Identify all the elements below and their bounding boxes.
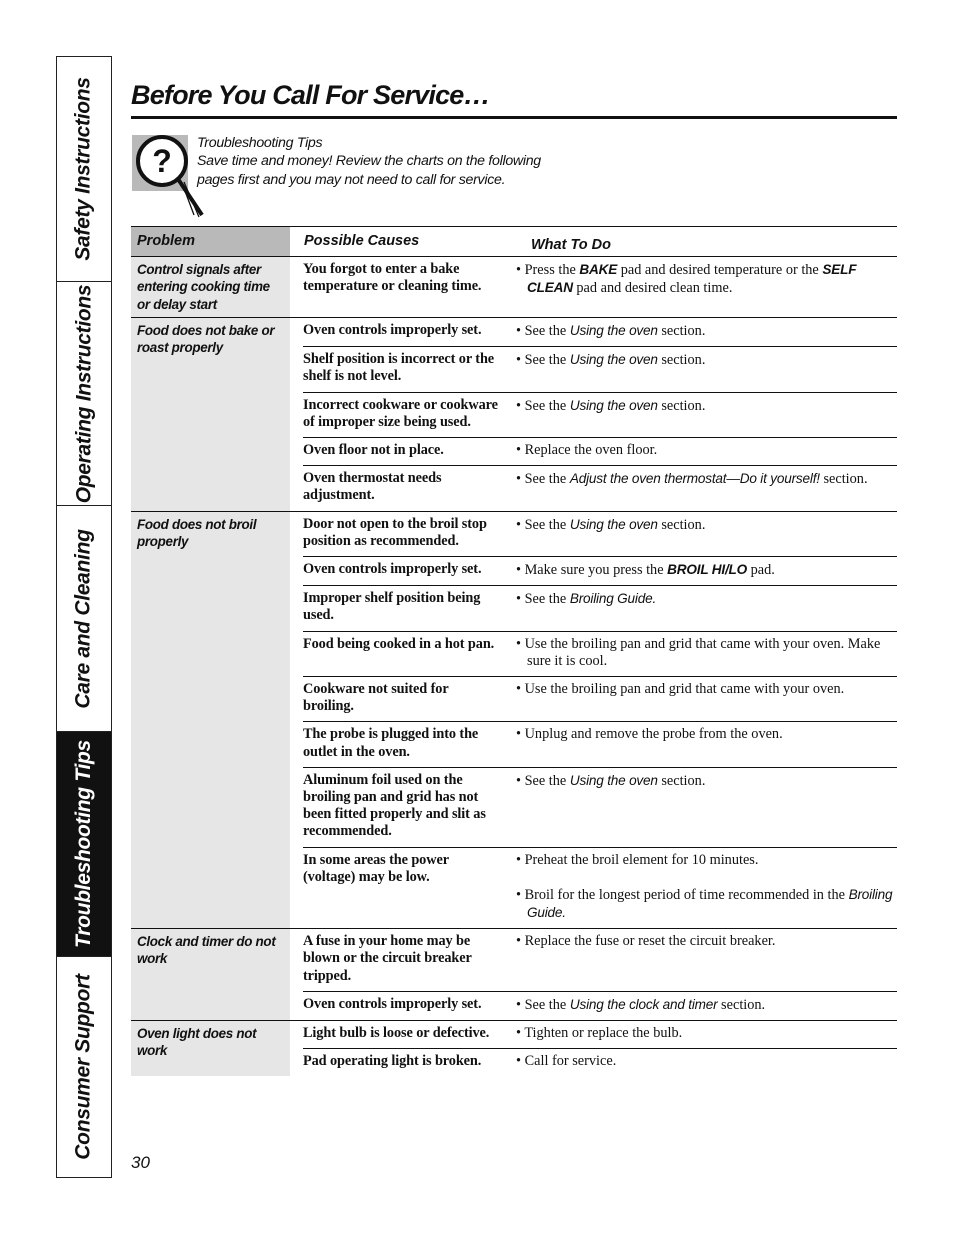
possible-cause: Pad operating light is broken. — [303, 1053, 482, 1070]
table-row — [303, 585, 897, 630]
possible-cause: Door not open to the broil stop position as recommended. — [303, 515, 487, 549]
remedy-text: Replace the fuse or reset the circuit breaker. — [524, 933, 776, 950]
what-to-do — [502, 257, 897, 303]
remedy-bullet: • See the Using the clock and timer section. — [516, 996, 766, 1013]
tab-label: Troubleshooting Tips — [72, 740, 96, 948]
remedy-text: section. — [657, 352, 706, 369]
possible-cause: Light bulb is loose or defective. — [303, 1024, 490, 1041]
table-header — [131, 226, 897, 256]
what-to-do — [502, 586, 897, 630]
tab-consumer-support[interactable] — [57, 957, 111, 1177]
cause-rows — [303, 512, 897, 929]
remedy-text: section. — [657, 772, 706, 789]
tab-operating-instructions[interactable] — [57, 282, 111, 506]
problem-group — [131, 317, 897, 511]
what-to-do — [502, 466, 897, 510]
remedy-text: section. — [657, 322, 706, 339]
possible-cause: A fuse in your home may be blown or the circuit breaker tripped. — [303, 933, 472, 984]
remedy-text: Press the — [524, 262, 580, 278]
problem-group — [131, 511, 897, 929]
pad-name: SELF CLEAN — [527, 262, 857, 296]
table-row — [303, 1048, 897, 1076]
intro-line: Save time and money! Review the charts on the following — [197, 153, 541, 170]
what-to-do — [502, 992, 897, 1020]
table-row — [303, 556, 897, 585]
tab-care-and-cleaning[interactable] — [57, 506, 111, 732]
header-what-to-do: What To Do — [531, 237, 611, 253]
remedy-bullet: • See the Using the oven section. — [516, 352, 706, 369]
what-to-do — [502, 512, 897, 556]
problem-cell: Food does not bake or roast properly — [131, 318, 290, 511]
possible-cause: Oven controls improperly set. — [303, 321, 482, 338]
possible-cause: Food being cooked in a hot pan. — [303, 635, 495, 652]
problem-cell: Clock and timer do not work — [131, 929, 290, 1020]
what-to-do — [502, 1021, 897, 1048]
remedy-text: See the — [524, 397, 570, 414]
remedy-text: Broil for the longest period of time recommended in the — [524, 886, 849, 903]
remedy-text: section. — [657, 397, 706, 414]
table-row — [303, 257, 897, 303]
what-to-do — [502, 438, 897, 465]
what-to-do — [502, 632, 897, 676]
possible-cause: You forgot to enter a bake temperature or cleaning time. — [303, 261, 482, 295]
remedy-text: Use the broiling pan and grid that came with your oven. — [524, 680, 845, 697]
section-reference: Using the clock and timer — [569, 996, 718, 1012]
table-row — [303, 676, 897, 721]
pad-name: BROIL HI/LO — [667, 561, 748, 577]
remedy-text: See the — [524, 352, 570, 369]
problem-cell: Control signals after entering cooking time or delay start — [131, 257, 290, 317]
remedy-bullet: • See the Broiling Guide. — [516, 591, 657, 608]
remedy-bullet: • See the Using the oven section. — [516, 516, 706, 533]
possible-cause: Incorrect cookware or cookware of improper size being used. — [303, 396, 498, 430]
what-to-do — [502, 722, 897, 766]
tab-safety-instructions[interactable] — [57, 57, 111, 282]
what-to-do — [502, 393, 897, 437]
section-reference: Using the oven — [569, 352, 658, 368]
remedy-text: Use the broiling pan and grid that came with your oven. Make sure it is cool. — [524, 635, 881, 669]
remedy-bullet: • See the Using the oven section. — [516, 397, 706, 414]
remedy-bullet: • Replace the fuse or reset the circuit breaker. — [516, 933, 776, 950]
section-reference: Using the oven — [569, 397, 658, 413]
table-row — [303, 929, 897, 991]
table-row — [303, 346, 897, 391]
table-row — [303, 767, 897, 847]
problem-group — [131, 256, 897, 317]
remedy-bullet: • Make sure you press the BROIL HI/LO pad. — [516, 561, 775, 578]
cause-rows — [303, 1021, 897, 1076]
problem-cell: Food does not broil properly — [131, 512, 290, 929]
svg-text:?: ? — [152, 143, 172, 179]
remedy-bullet: • Replace the oven floor. — [516, 441, 658, 458]
what-to-do — [502, 677, 897, 721]
tab-label: Operating Instructions — [72, 284, 95, 503]
what-to-do — [502, 1049, 897, 1076]
cause-rows — [303, 929, 897, 1020]
remedy-text: Call for service. — [524, 1053, 617, 1070]
remedy-text: Unplug and remove the probe from the oven. — [524, 726, 783, 743]
remedy-text: Preheat the broil element for 10 minutes. — [524, 851, 759, 868]
remedy-text: Tighten or replace the bulb. — [524, 1024, 683, 1041]
tab-label: Consumer Support — [72, 974, 95, 1160]
section-reference: Adjust the oven thermostat—Do it yourself! — [569, 471, 820, 487]
tab-label: Safety Instructions — [72, 77, 95, 261]
section-reference: Broiling Guide. — [527, 886, 893, 920]
table-row — [303, 847, 897, 929]
section-reference: Broiling Guide. — [569, 591, 657, 607]
table-row — [303, 437, 897, 465]
remedy-text: pad. — [747, 561, 775, 578]
possible-cause: Improper shelf position being used. — [303, 590, 481, 624]
table-row — [303, 1021, 897, 1048]
possible-cause: In some areas the power (voltage) may be low. — [303, 851, 449, 885]
what-to-do — [502, 768, 897, 847]
remedy-bullet: • Unplug and remove the probe from the oven. — [516, 726, 783, 743]
remedy-bullet: • Call for service. — [516, 1053, 617, 1070]
table-row — [303, 721, 897, 766]
cause-rows — [303, 257, 897, 317]
possible-cause: Cookware not suited for broiling. — [303, 680, 449, 715]
table-row — [303, 392, 897, 437]
remedy-text: See the — [524, 322, 570, 339]
remedy-text: See the — [524, 591, 570, 608]
problem-group — [131, 1020, 897, 1076]
cause-rows — [303, 318, 897, 511]
remedy-bullet: • Press the BAKE pad and desired temperature or the SELF CLEAN pad and desired clean time. — [516, 262, 857, 297]
possible-cause: Oven controls improperly set. — [303, 560, 482, 577]
remedy-bullet: • Use the broiling pan and grid that came with your oven. — [516, 680, 845, 697]
what-to-do — [502, 557, 897, 585]
remedy-text: See the — [524, 516, 570, 533]
remedy-text: Make sure you press the — [524, 561, 668, 578]
section-reference: Using the oven — [569, 322, 658, 338]
section-reference: Using the oven — [569, 516, 658, 532]
problem-group — [131, 928, 897, 1020]
possible-cause: The probe is plugged into the outlet in the oven. — [303, 726, 479, 760]
table-row — [303, 991, 897, 1020]
remedy-bullet: • Tighten or replace the bulb. — [516, 1024, 683, 1041]
title-divider — [131, 116, 897, 119]
table-row — [303, 631, 897, 676]
remedy-text: pad and desired clean time. — [572, 280, 733, 297]
page-title: Before You Call For Service… — [131, 80, 490, 110]
remedy-text: pad and desired temperature or the — [617, 262, 823, 278]
intro-line: pages first and you may not need to call for service. — [197, 171, 506, 188]
intro-text — [197, 134, 617, 189]
possible-cause: Oven floor not in place. — [303, 441, 444, 458]
tab-troubleshooting-tips[interactable] — [57, 732, 111, 957]
remedy-text: section. — [819, 471, 868, 488]
what-to-do — [502, 347, 897, 391]
remedy-bullet: • See the Using the oven section. — [516, 772, 706, 789]
section-reference: Using the oven — [569, 772, 658, 788]
what-to-do — [502, 929, 897, 991]
remedy-text: Replace the oven floor. — [524, 441, 658, 458]
tab-label: Care and Cleaning — [72, 528, 95, 709]
remedy-text: See the — [524, 772, 570, 789]
remedy-bullet: • Use the broiling pan and grid that came with your oven. Make sure it is cool. — [516, 635, 881, 669]
remedy-text: See the — [524, 996, 570, 1013]
table-row — [303, 318, 897, 346]
what-to-do — [502, 848, 897, 929]
remedy-bullet: • See the Using the oven section. — [516, 322, 706, 339]
table-row — [303, 512, 897, 556]
table-row — [303, 465, 897, 510]
remedy-bullet: • See the Adjust the oven thermostat—Do it yourself! section. — [516, 471, 868, 488]
side-navigation-tabs — [56, 56, 112, 1178]
remedy-bullet: • Broil for the longest period of time recommended in the Broiling Guide. — [516, 886, 893, 920]
what-to-do — [502, 318, 897, 346]
header-possible-causes: Possible Causes — [304, 233, 420, 249]
possible-cause: Shelf position is incorrect or the shelf is not level. — [303, 351, 495, 385]
pad-name: BAKE — [579, 262, 618, 277]
troubleshooting-table — [131, 226, 897, 1076]
remedy-text: See the — [524, 471, 570, 488]
possible-cause: Aluminum foil used on the broiling pan and grid has not been fitted properly and slit as recommended. — [303, 771, 486, 840]
header-problem: Problem — [131, 227, 290, 256]
remedy-bullet: • Preheat the broil element for 10 minutes. — [516, 851, 759, 868]
page-number: 30 — [131, 1153, 150, 1172]
intro-heading: Troubleshooting Tips — [197, 135, 323, 151]
problem-cell: Oven light does not work — [131, 1021, 290, 1076]
remedy-text: section. — [717, 996, 766, 1013]
remedy-text: section. — [657, 516, 706, 533]
possible-cause: Oven controls improperly set. — [303, 995, 482, 1012]
possible-cause: Oven thermostat needs adjustment. — [303, 470, 442, 504]
